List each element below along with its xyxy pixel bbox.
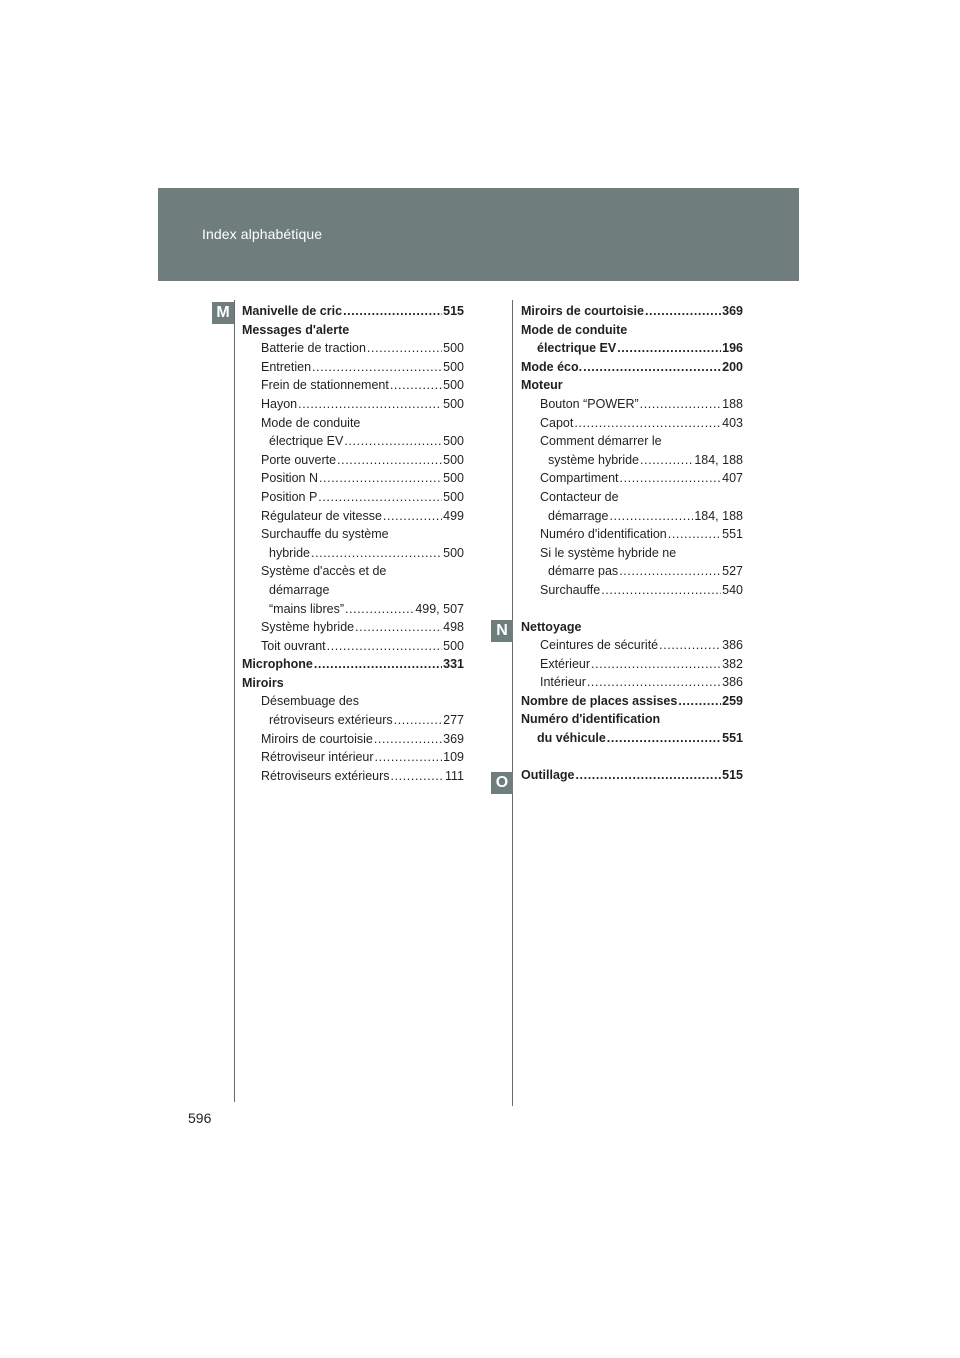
page-ref: 369 xyxy=(443,731,464,746)
index-subentry: Surchauffe du système xyxy=(261,527,389,542)
index-subentry[interactable]: Régulateur de vitesse ..... 499 xyxy=(242,509,464,528)
page-ref: 500 xyxy=(443,471,464,486)
page-ref: 500 xyxy=(443,489,464,504)
page-ref: 499, 507 xyxy=(415,601,464,616)
page-ref: 403 xyxy=(722,415,743,430)
page-ref: 500 xyxy=(443,434,464,449)
middle-column-rule xyxy=(512,300,513,1106)
page-header xyxy=(158,188,799,281)
index-subentry[interactable]: Capot ..... 403 xyxy=(521,416,743,435)
index-subentry[interactable]: rétroviseurs extérieurs ..... 277 xyxy=(242,713,464,732)
index-column-right xyxy=(521,304,743,786)
page-ref: 551 xyxy=(722,527,743,542)
index-subentry[interactable]: démarrage ..... 184, 188 xyxy=(521,509,743,528)
section-letter-m: M xyxy=(212,302,234,324)
page-ref: 498 xyxy=(443,620,464,635)
page-ref: 515 xyxy=(722,767,743,782)
index-heading: Mode de conduite xyxy=(521,322,628,337)
index-entry[interactable]: Outillage ..... 515 xyxy=(521,768,743,787)
index-subentry[interactable]: Rétroviseurs extérieurs ..... 111 xyxy=(242,769,464,788)
index-subentry: Contacteur de xyxy=(540,489,619,504)
index-subentry[interactable]: Rétroviseur intérieur ..... 109 xyxy=(242,750,464,769)
index-subentry[interactable]: système hybride ..... 184, 188 xyxy=(521,453,743,472)
page-ref: 382 xyxy=(722,656,743,671)
page-ref: 369 xyxy=(722,304,743,318)
page-ref: 188 xyxy=(722,396,743,411)
index-subentry[interactable]: Position N ..... 500 xyxy=(242,471,464,490)
page-ref: 551 xyxy=(722,731,743,746)
index-subentry: Si le système hybride ne xyxy=(540,545,677,560)
index-entry[interactable]: Microphone ..... 331 xyxy=(242,657,464,676)
index-subentry[interactable]: Hayon ..... 500 xyxy=(242,397,464,416)
index-subentry[interactable]: Surchauffe ..... 540 xyxy=(521,583,743,602)
page-ref: 386 xyxy=(722,675,743,690)
page-number: 596 xyxy=(188,1110,212,1126)
page-ref: 499 xyxy=(443,508,464,523)
page-ref: 500 xyxy=(443,396,464,411)
index-subentry[interactable]: Frein de stationnement ..... 500 xyxy=(242,378,464,397)
page-ref: 500 xyxy=(443,359,464,374)
index-subentry[interactable]: Ceintures de sécurité ..... 386 xyxy=(521,638,743,657)
page-ref: 500 xyxy=(443,378,464,393)
index-subentry[interactable]: “mains libres” ..... 499, 507 xyxy=(242,602,464,621)
index-subentry[interactable]: Intérieur ..... 386 xyxy=(521,675,743,694)
index-subentry[interactable]: électrique EV ..... 500 xyxy=(242,434,464,453)
index-subentry[interactable]: Entretien ..... 500 xyxy=(242,360,464,379)
page-ref: 184, 188 xyxy=(694,508,743,523)
index-subentry[interactable]: Compartiment ..... 407 xyxy=(521,471,743,490)
page-ref: 500 xyxy=(443,452,464,467)
page-ref: 527 xyxy=(722,564,743,579)
page-ref: 111 xyxy=(444,768,464,783)
page-ref: 184, 188 xyxy=(694,452,743,467)
index-subentry: Mode de conduite xyxy=(261,415,361,430)
page-ref: 386 xyxy=(722,638,743,653)
index-subentry: Système d'accès et de xyxy=(261,564,387,579)
index-entry[interactable]: du véhicule ..... 551 xyxy=(521,731,743,750)
index-subentry[interactable]: hybride ..... 500 xyxy=(242,546,464,565)
index-entry[interactable]: Manivelle de cric ..... 515 xyxy=(242,304,464,323)
page-ref: 196 xyxy=(722,341,743,356)
left-column-rule xyxy=(234,300,235,1102)
index-subentry: Comment démarrer le xyxy=(540,434,662,449)
index-heading: Numéro d'identification xyxy=(521,712,661,727)
page-ref: 500 xyxy=(443,638,464,653)
index-heading: Nettoyage xyxy=(521,619,582,634)
page-ref: 540 xyxy=(722,582,743,597)
index-subentry[interactable]: Batterie de traction ..... 500 xyxy=(242,341,464,360)
index-subentry[interactable]: Extérieur ..... 382 xyxy=(521,657,743,676)
page-ref: 500 xyxy=(443,545,464,560)
index-entry[interactable]: Mode éco. ..... 200 xyxy=(521,360,743,379)
index-heading: Messages d'alerte xyxy=(242,322,350,337)
page-ref: 200 xyxy=(722,359,743,374)
index-entry[interactable]: Nombre de places assises ..... 259 xyxy=(521,694,743,713)
index-subentry[interactable]: Position P ..... 500 xyxy=(242,490,464,509)
index-subentry: démarrage xyxy=(269,582,330,597)
index-subentry[interactable]: Miroirs de courtoisie ..... 369 xyxy=(242,732,464,751)
index-subentry[interactable]: démarre pas ..... 527 xyxy=(521,564,743,583)
header-title: Index alphabétique xyxy=(202,226,323,242)
index-heading: Miroirs xyxy=(242,675,284,690)
index-column-left xyxy=(242,304,464,787)
section-letter-n: N xyxy=(491,620,513,642)
page-ref: 500 xyxy=(443,341,464,356)
index-heading: Moteur xyxy=(521,378,563,393)
index-entry[interactable]: Miroirs de courtoisie ..... 369 xyxy=(521,304,743,323)
page-ref: 259 xyxy=(722,693,743,708)
index-subentry[interactable]: Bouton “POWER” ..... 188 xyxy=(521,397,743,416)
page-ref: 331 xyxy=(443,657,464,672)
page-ref: 407 xyxy=(722,471,743,486)
page-ref: 277 xyxy=(443,713,464,728)
index-subentry: Désembuage des xyxy=(261,694,359,709)
index-subentry[interactable]: Système hybride ..... 498 xyxy=(242,620,464,639)
index-subentry[interactable]: Numéro d'identification ..... 551 xyxy=(521,527,743,546)
index-entry[interactable]: électrique EV ..... 196 xyxy=(521,341,743,360)
index-subentry[interactable]: Porte ouverte ..... 500 xyxy=(242,453,464,472)
page-ref: 515 xyxy=(443,304,464,318)
index-subentry[interactable]: Toit ouvrant ..... 500 xyxy=(242,639,464,658)
section-letter-o: O xyxy=(491,772,513,794)
page-ref: 109 xyxy=(443,750,464,765)
